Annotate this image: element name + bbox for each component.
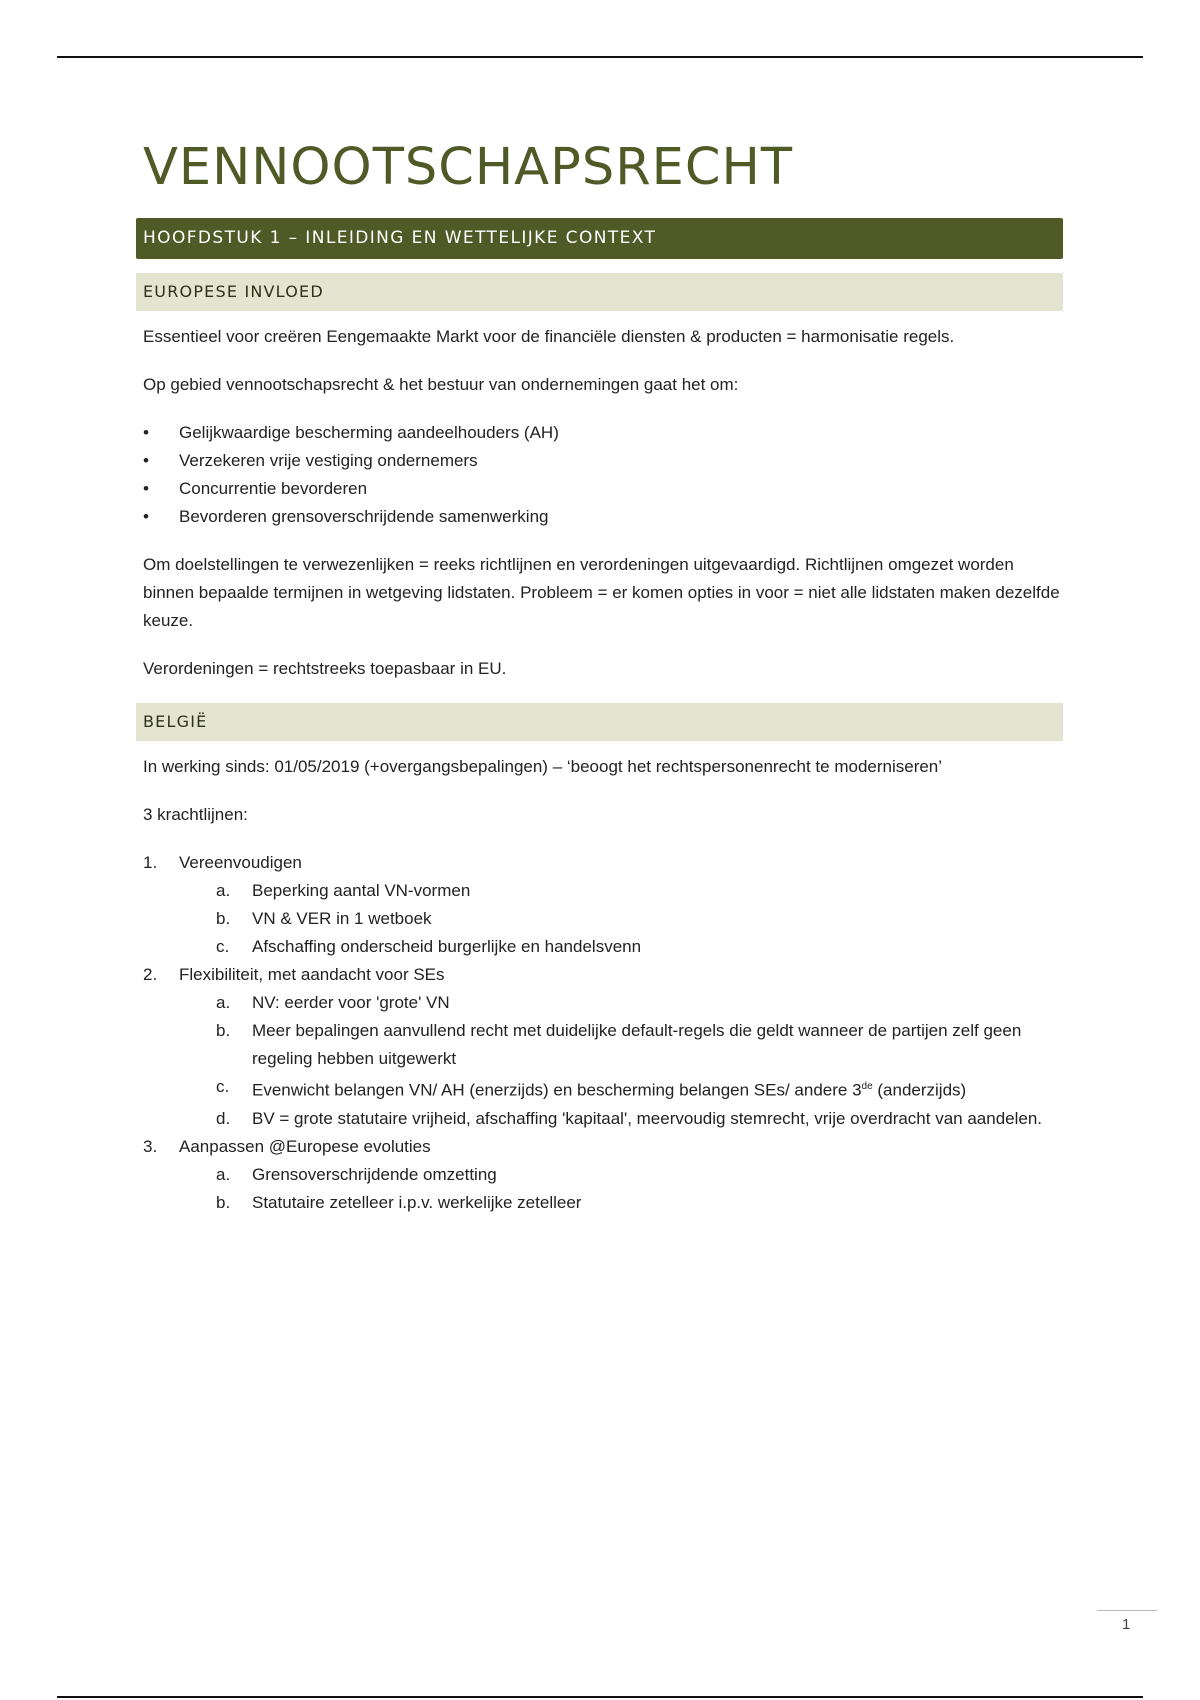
list-number: 1. [143,853,158,873]
sub-list-item [143,1073,1063,1105]
footer-rule [57,1696,1143,1698]
sub-list-text-before: Evenwicht belangen VN/ AH (enerzijds) en bescherming belangen SEs/ andere 3 [252,1080,862,1100]
header-rule [57,56,1143,58]
sub-list-item [143,1017,1063,1073]
sub-list [143,1161,1063,1217]
bullet-list [143,419,1063,531]
paragraph: Essentieel voor creëren Eengemaakte Markt voor de financiële diensten & producten = harmonisatie regels. [143,327,955,347]
sub-list-marker: a. [216,993,231,1013]
bullet-text: Gelijkwaardige bescherming aandeelhouders (AH) [179,423,559,443]
sub-list-text: NV: eerder voor 'grote' VN [252,993,450,1013]
bullet-icon: • [143,479,149,499]
bullet-item [143,475,1063,503]
paragraph: Om doelstellingen te verwezenlijken = reeks richtlijnen en verordeningen uitgevaardigd. Richtlijnen omgezet worden binnen bepaalde termijnen in wetgeving lidstaten. Probleem = er komen opties in voor = niet alle lidstaten maken dezelfde keuze. [143,555,1060,631]
sub-list-marker: d. [216,1108,231,1128]
bullet-item [143,447,1063,475]
sub-list-marker: c. [216,1077,230,1097]
paragraph: Op gebied vennootschapsrecht & het bestuur van ondernemingen gaat het om: [143,375,739,395]
paragraph: In werking sinds: 01/05/2019 (+overgangsbepalingen) – ‘beoogt het rechtspersonenrecht te moderniseren’ [143,757,943,777]
bullet-text: Verzekeren vrije vestiging ondernemers [179,451,478,471]
list-item [143,961,1063,1133]
chapter-heading: HOOFDSTUK 1 – INLEIDING EN WETTELIJKE CONTEXT [136,218,1063,259]
bullet-icon: • [143,451,149,471]
bullet-icon: • [143,423,149,443]
list-number: 2. [143,965,158,985]
sub-list-item [143,1161,1063,1189]
sub-list-text: Meer bepalingen aanvullend recht met duidelijke default-regels die geldt wanneer de partijen zelf geen regeling hebben uitgewerkt [252,1021,1022,1069]
sub-list-marker: b. [216,1192,231,1212]
list-item [143,849,1063,961]
page-number-rule [1097,1610,1157,1611]
list-item [143,1133,1063,1217]
page-number: 1 [1122,1616,1131,1633]
sub-list-item [143,1105,1063,1133]
document-body [143,140,1063,1217]
sub-list-text: Grensoverschrijdende omzetting [252,1164,497,1184]
paragraph: Verordeningen = rechtstreeks toepasbaar in EU. [143,659,507,679]
sub-list-item [143,933,1063,961]
sub-list-text: BV = grote statutaire vrijheid, afschaffing 'kapitaal', meervoudig stemrecht, vrije overdracht van aandelen. [252,1108,1043,1128]
paragraph: 3 krachtlijnen: [143,805,248,825]
sub-list-item [143,877,1063,905]
sub-list-marker: b. [216,1021,231,1041]
sub-list [143,989,1063,1133]
sub-list-marker: b. [216,909,231,929]
sub-list-item [143,905,1063,933]
sub-list-text: Beperking aantal VN-vormen [252,881,471,901]
sub-list-marker: a. [216,881,231,901]
list-item-text: Aanpassen @Europese evoluties [179,1136,431,1156]
bullet-text: Concurrentie bevorderen [179,479,368,499]
list-number: 3. [143,1136,158,1156]
section-heading-europese-invloed: EUROPESE INVLOED [136,273,1063,311]
sub-list-item [143,1189,1063,1217]
section-heading-belgie: BELGIË [136,703,1063,741]
document-title: VENNOOTSCHAPSRECHT [143,138,793,197]
sub-list-marker: c. [216,937,230,957]
sub-list-text: VN & VER in 1 wetboek [252,909,432,929]
sub-list-text-after: (anderzijds) [872,1080,967,1100]
sub-list-marker: a. [216,1164,231,1184]
sub-list-text: Afschaffing onderscheid burgerlijke en handelsvenn [252,937,642,957]
numbered-list [143,849,1063,1217]
sub-list [143,877,1063,961]
superscript: de [861,1081,873,1093]
bullet-item [143,503,1063,531]
sub-list-text: Statutaire zetelleer i.p.v. werkelijke zetelleer [252,1192,582,1212]
list-item-text: Flexibiliteit, met aandacht voor SEs [179,965,445,985]
bullet-item [143,419,1063,447]
bullet-text: Bevorderen grensoverschrijdende samenwerking [179,507,549,527]
bullet-icon: • [143,507,149,527]
sub-list-item [143,989,1063,1017]
list-item-text: Vereenvoudigen [179,853,302,873]
